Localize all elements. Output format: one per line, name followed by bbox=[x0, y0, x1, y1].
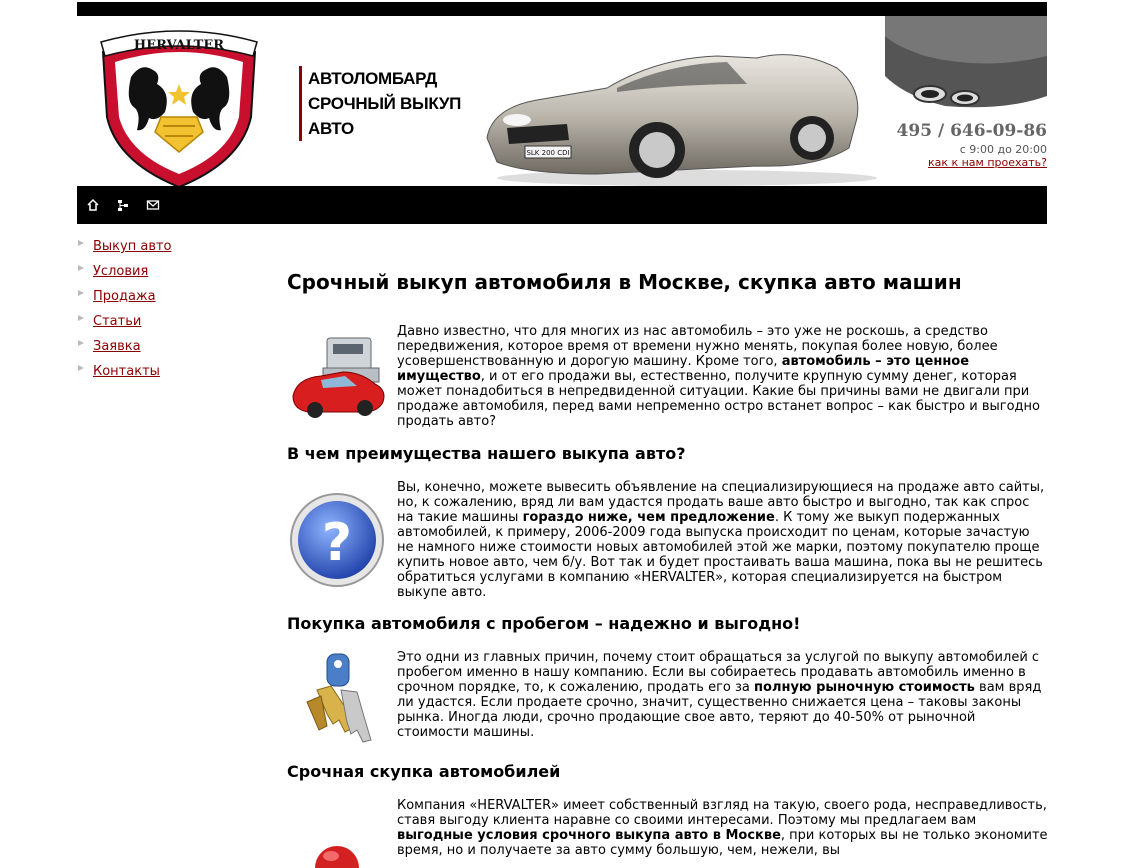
arrow-bullet-icon bbox=[77, 289, 85, 297]
sitemap-icon[interactable] bbox=[116, 198, 130, 212]
sidebar-link[interactable]: Заявка bbox=[93, 339, 141, 354]
text-run: Вы, конечно, можете вывесить объявление на специализирующиеся на продаже авто сайты, но, к сожалению, вряд ли вам удастся продать ваше авто быстро и выгодно, так как спрос на такие машины bbox=[397, 480, 1045, 525]
content-section bbox=[287, 762, 1048, 858]
text-run: , при которых вы не только экономите время, но и получаете за авто сумму большую, чем, нежели, вы bbox=[397, 828, 1048, 858]
nav-bar bbox=[77, 186, 1047, 224]
arrow-bullet-icon bbox=[77, 339, 85, 347]
sidebar-link[interactable]: Продажа bbox=[93, 289, 156, 304]
phone-number: 495 / 646-09-86 bbox=[896, 121, 1047, 141]
working-hours: с 9:00 до 20:00 bbox=[959, 143, 1047, 156]
tagline-line-1: АВТОЛОМБАРД bbox=[308, 69, 437, 88]
header-tagline bbox=[299, 66, 461, 141]
car-rear-photo bbox=[885, 16, 1047, 116]
svg-text:?: ? bbox=[321, 513, 353, 573]
section-paragraph bbox=[397, 798, 1049, 858]
home-icon[interactable] bbox=[86, 198, 100, 212]
sidebar-menu bbox=[77, 236, 257, 386]
bold-text: выгодные условия срочного выкупа авто в Москве bbox=[397, 828, 781, 843]
section-heading: Срочная скупка автомобилей bbox=[287, 762, 561, 781]
sidebar-link[interactable]: Контакты bbox=[93, 364, 160, 379]
directions-link[interactable]: как к нам проехать? bbox=[927, 156, 1047, 169]
text-run: , и от его продажи вы, естественно, получите крупную сумму денег, которая может понадобиться в непредвиденной ситуации. Какие бы причины вами не двигали при продаже автомобиля, перед вами непременно остро встанет вопрос – как быстро и выгодно продать авто? bbox=[397, 369, 1040, 429]
red-ball-icon bbox=[287, 828, 387, 868]
text-run: Компания «HERVALTER» имеет собственный взгляд на такую, своего рода, несправедливость, ставя выгоду клиента наравне со своими интересами. Поэтому мы предлагаем вам bbox=[397, 798, 1047, 828]
content-section bbox=[287, 614, 1047, 740]
keys-icon bbox=[287, 650, 387, 750]
section-paragraph bbox=[397, 650, 1049, 740]
site-header bbox=[77, 16, 1047, 186]
logo-text: HERVALTER bbox=[133, 38, 225, 53]
car-photo bbox=[457, 28, 877, 188]
text-run: Давно известно, что для многих из нас автомобиль – это уже не роскошь, а средство передвижения, которое время от времени нужно менять, покупая более новую, более усовершенствованную и дорогую машину. Кроме того, bbox=[397, 324, 998, 369]
sidebar-item-buyout[interactable] bbox=[77, 236, 257, 261]
sidebar-link[interactable]: Статьи bbox=[93, 314, 142, 329]
text-run: вам вряд ли удастся. Если продаете срочно, значит, существенно снижается цена – таковы законы рынка. Иногда люди, срочно продающие свое авто, теряют до 40-50% от рыночной стоимости машины. bbox=[397, 680, 1042, 740]
sidebar-link[interactable]: Выкуп авто bbox=[93, 239, 172, 254]
bold-text: полную рыночную стоимость bbox=[754, 680, 975, 695]
section-paragraph bbox=[397, 480, 1049, 600]
license-plate-text: SLK 200 CDI bbox=[526, 149, 570, 157]
main-content bbox=[287, 262, 1048, 858]
hervalter-logo[interactable] bbox=[91, 22, 267, 187]
sidebar-item-contacts[interactable] bbox=[77, 361, 257, 386]
mail-icon[interactable] bbox=[146, 198, 160, 212]
car-cash-register-icon bbox=[287, 332, 387, 420]
arrow-bullet-icon bbox=[77, 239, 85, 247]
tagline-line-2: СРОЧНЫЙ ВЫКУП bbox=[308, 94, 462, 113]
sidebar-item-sale[interactable] bbox=[77, 286, 257, 311]
bold-text: автомобиль – это ценное имущество bbox=[397, 354, 970, 384]
text-run: . К тому же выкуп подержанных автомобилей, к примеру, 2006-2009 года выпуска происходит по ценам, которые зачастую не намного ниже стоимости новых автомобилей этой же марки, поэтому покупателю проще купить новое авто, чем б/у. Вот так и будет простаивать ваша машина, пока вы не решитесь обратиться услугами в компанию «HERVALTER», которая специализируется на быстром выкупе авто. bbox=[397, 510, 1043, 600]
sidebar-item-conditions[interactable] bbox=[77, 261, 257, 286]
content-section bbox=[287, 444, 1047, 600]
sidebar-item-application[interactable] bbox=[77, 336, 257, 361]
text-run: Это одни из главных причин, почему стоит обращаться за услугой по выкупу автомобилей с пробегом именно в нашу компанию. Если вы собираетесь продавать автомобиль именно в срочном порядке, то, к сожалению, продать его за bbox=[397, 650, 1040, 695]
bold-text: гораздо ниже, чем предложение bbox=[522, 510, 775, 525]
arrow-bullet-icon bbox=[77, 364, 85, 372]
tagline-line-3: АВТО bbox=[308, 119, 354, 138]
sidebar-link[interactable]: Условия bbox=[93, 264, 149, 279]
section-heading: Покупка автомобиля с пробегом – надежно и выгодно! bbox=[287, 614, 801, 633]
section-paragraph bbox=[397, 324, 1049, 429]
section-heading: В чем преимущества нашего выкупа авто? bbox=[287, 444, 686, 463]
sidebar-item-articles[interactable] bbox=[77, 311, 257, 336]
top-bar bbox=[77, 2, 1047, 16]
arrow-bullet-icon bbox=[77, 314, 85, 322]
question-icon bbox=[287, 490, 387, 590]
arrow-bullet-icon bbox=[77, 264, 85, 272]
page-title: Срочный выкуп автомобиля в Москве, скупка авто машин bbox=[287, 270, 962, 294]
